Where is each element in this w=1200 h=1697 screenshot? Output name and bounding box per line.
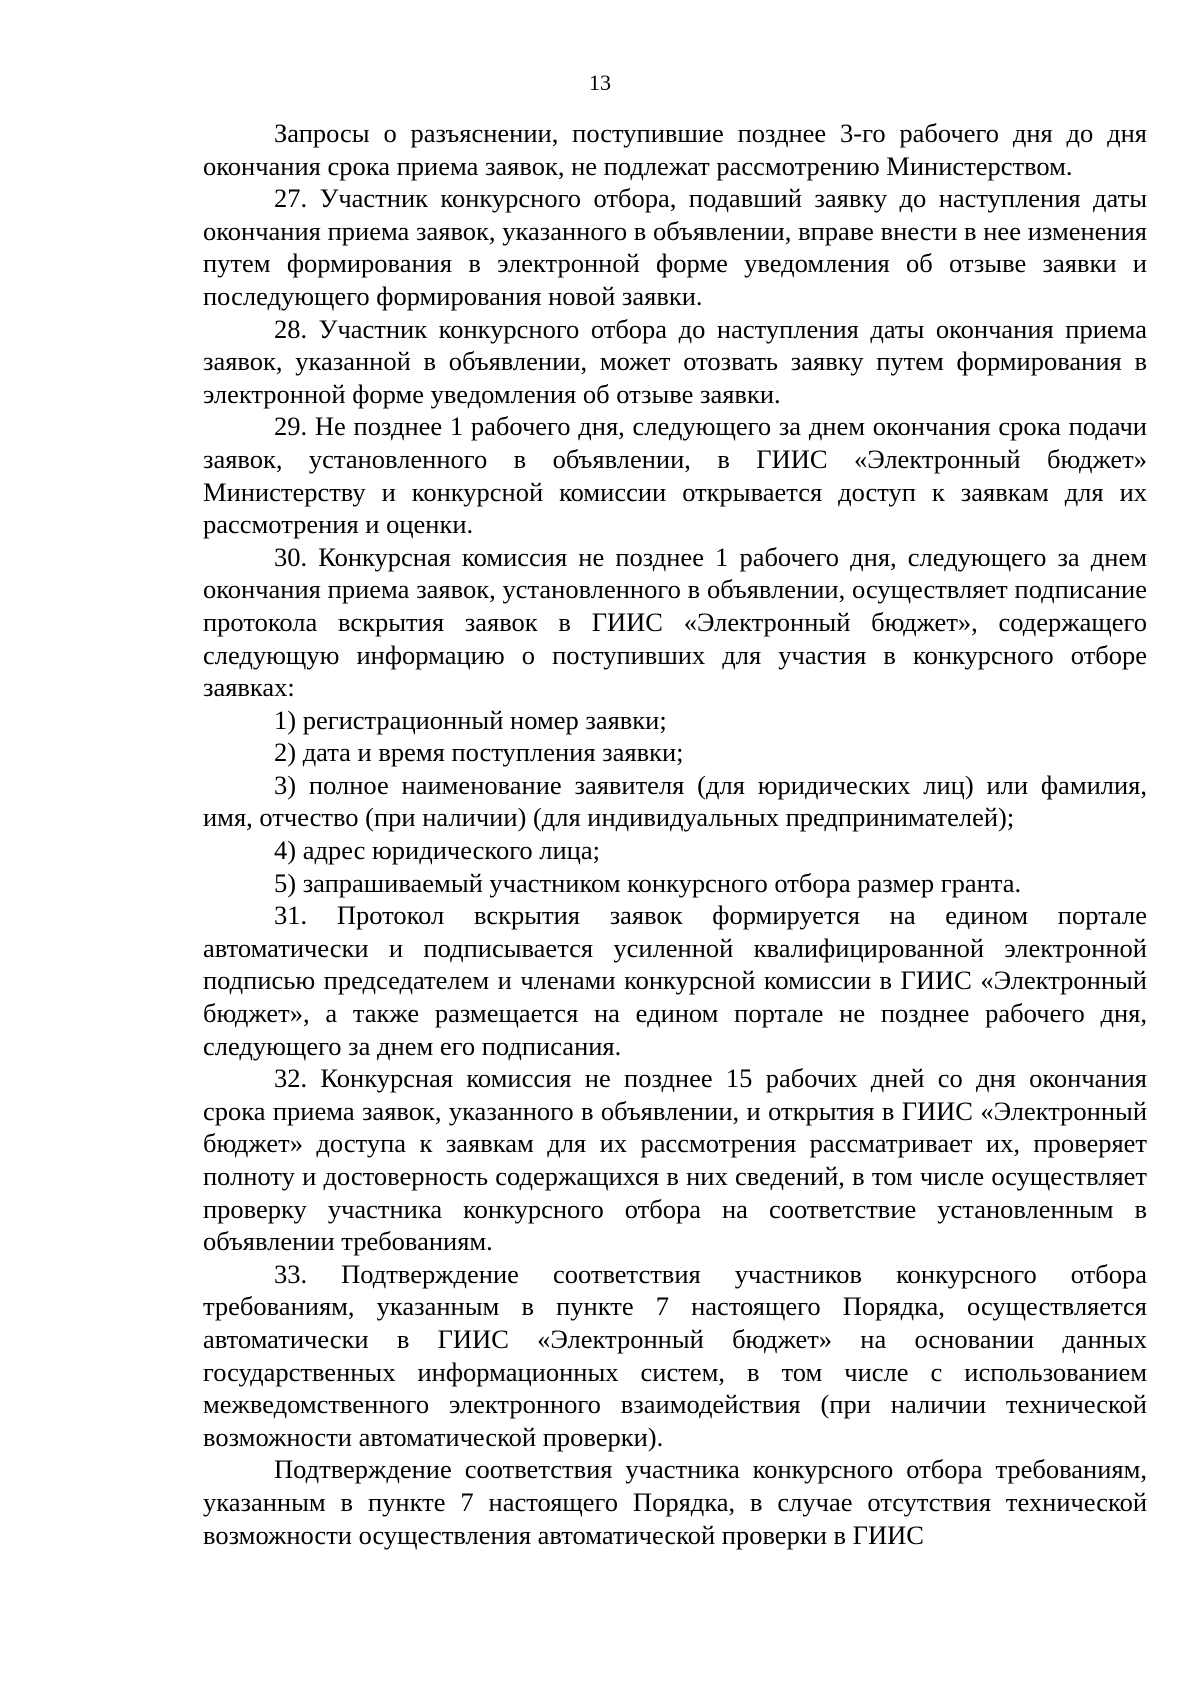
paragraph-32: 32. Конкурсная комиссия не позднее 15 рабочих дней со дня окончания срока приема заявок, указанного в объявлении, и открытия в ГИИС «Электронный бюджет» доступа к заявкам для их рассмотрения рассматривает их, проверяет полноту и достоверность содержащихся в них сведений, в том числе осуществляет проверку участника конкурсного отбора на соответствие установленным в объявлении требованиям. xyxy=(203,1063,1147,1257)
paragraph-confirmation: Подтверждение соответствия участника конкурсного отбора требованиям, указанным в пункте 7 настоящего Порядка, в случае отсутствия технической возможности осуществления автоматической проверки в ГИИС xyxy=(203,1454,1147,1550)
paragraph-28: 28. Участник конкурсного отбора до наступления даты окончания приема заявок, указанной в объявлении, может отозвать заявку путем формирования в электронной форме уведомления об отзыве заявки. xyxy=(203,313,1147,409)
list-item-1: 1) регистрационный номер заявки; xyxy=(274,704,667,735)
page-number: 13 xyxy=(589,70,611,95)
paragraph-clarification-requests: Запросы о разъяснении, поступившие позднее 3-го рабочего дня до дня окончания срока приема заявок, не подлежат рассмотрению Министерством. xyxy=(203,118,1147,181)
paragraph-30: 30. Конкурсная комиссия не позднее 1 рабочего дня, следующего за днем окончания приема заявок, установленного в объявлении, осуществляет подписание протокола вскрытия заявок в ГИИС «Электронный бюджет», содержащего следующую информацию о поступивших для участия в конкурсного отборе заявках: xyxy=(203,541,1147,703)
list-item-5: 5) запрашиваемый участником конкурсного отбора размер гранта. xyxy=(274,867,1022,898)
list-item-4: 4) адрес юридического лица; xyxy=(274,835,600,866)
document-body xyxy=(203,117,1147,1551)
paragraph-31: 31. Протокол вскрытия заявок формируется на едином портале автоматически и подписывается усиленной квалифицированной электронной подписью председателем и членами конкурсной комиссии в ГИИС «Электронный бюджет», а также размещается на едином портале не позднее рабочего дня, следующего за днем его подписания. xyxy=(203,900,1147,1061)
paragraph-27: 27. Участник конкурсного отбора, подавший заявку до наступления даты окончания приема заявок, указанного в объявлении, вправе внести в нее изменения путем формирования в электронной форме уведомления об отзыве заявки и последующего формирования новой заявки. xyxy=(203,183,1147,311)
list-item-3: 3) полное наименование заявителя (для юридических лиц) или фамилия, имя, отчество (при наличии) (для индивидуальных предпринимателей); xyxy=(203,769,1147,833)
paragraph-33: 33. Подтверждение соответствия участников конкурсного отбора требованиям, указанным в пункте 7 настоящего Порядка, осуществляется автоматически в ГИИС «Электронный бюджет» на основании данных государственных информационных систем, в том числе с использованием межведомственного электронного взаимодействия (при наличии технической возможности автоматической проверки). xyxy=(203,1258,1147,1452)
paragraph-29: 29. Не позднее 1 рабочего дня, следующего за днем окончания срока подачи заявок, установленного в объявлении, в ГИИС «Электронный бюджет» Министерству и конкурсной комиссии открывается доступ к заявкам для их рассмотрения и оценки. xyxy=(203,411,1147,540)
list-item-2: 2) дата и время поступления заявки; xyxy=(274,737,684,768)
